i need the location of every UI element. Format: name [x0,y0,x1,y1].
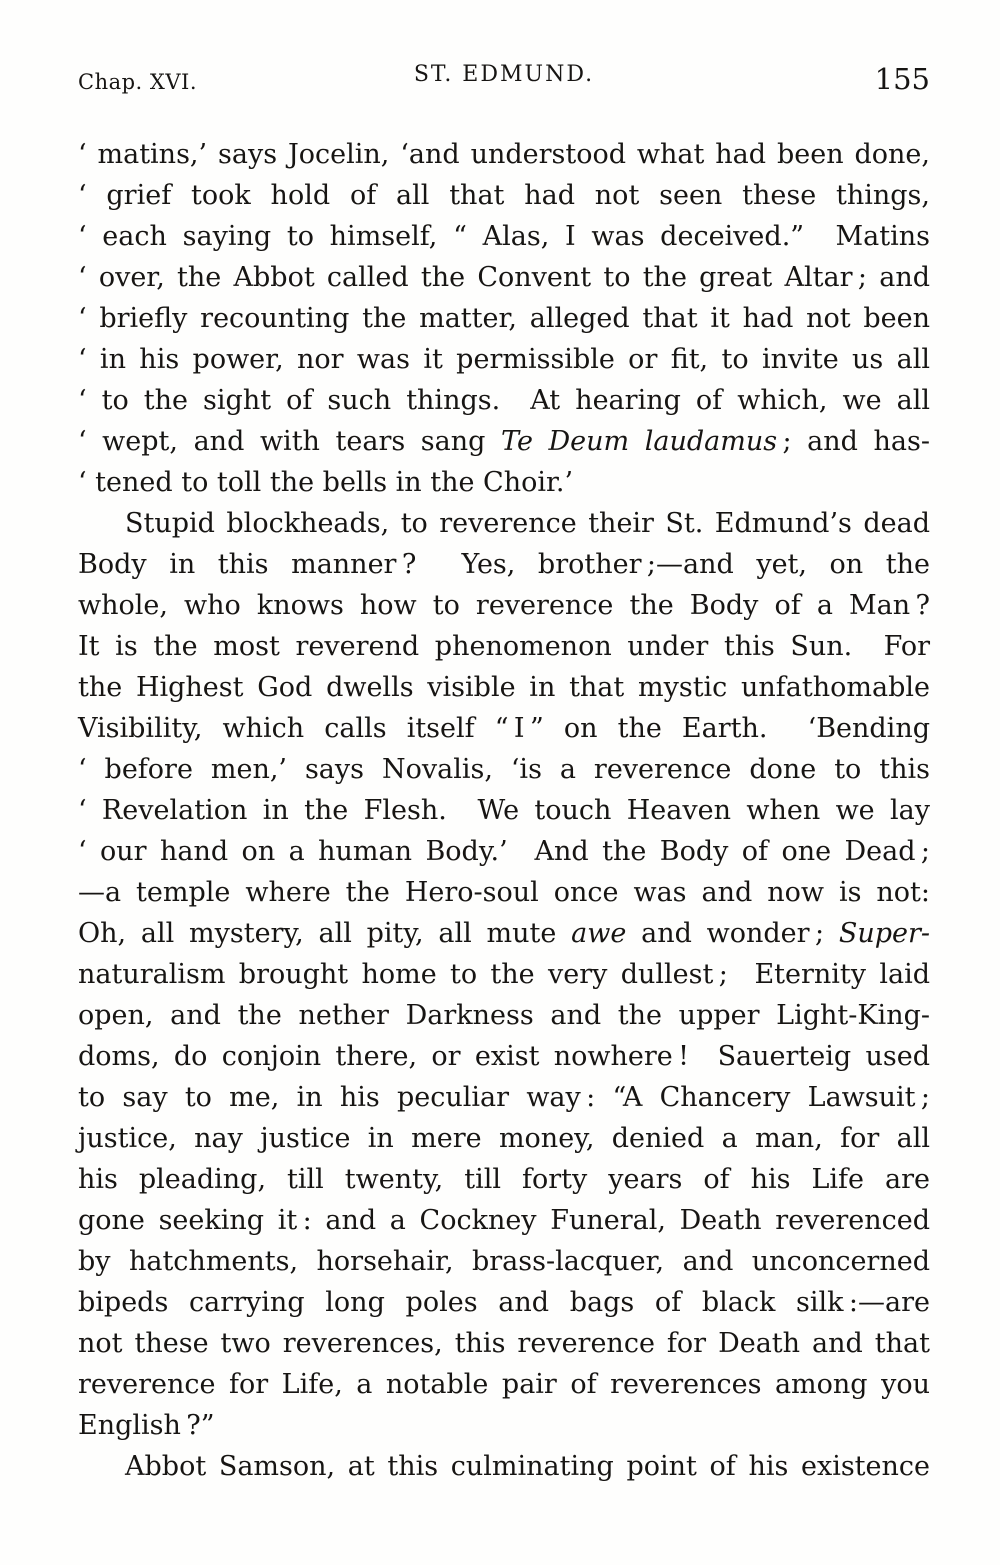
text-line [78,1036,930,1077]
body-text-segment: ‘ our hand on a human Body.’ And the Body of one Dead ; [78,836,930,867]
body-text-segment: doms, do conjoin there, or exist nowhere ! Sauerteig used [78,1041,930,1072]
text-line [78,257,930,298]
body-text-segment: Abbot Samson, at this culminating point of his existence [125,1451,930,1482]
text-line [78,1241,930,1282]
text-line [78,1118,930,1159]
body-text-segment: ‘ briefly recounting the matter, alleged that it had not been [78,303,930,334]
body-text-segment: —a temple where the Hero-soul once was and now is not: [78,877,930,908]
page-body [78,134,930,1487]
italic-text: Super- [838,918,931,949]
chapter-label: Chap. XVI. [78,70,197,94]
text-line [78,1364,930,1405]
body-text-segment: It is the most reverend phenomenon under this Sun. For [78,631,930,662]
text-line [78,1405,930,1446]
body-text-segment: ‘ Revelation in the Flesh. We touch Heaven when we lay [78,795,930,826]
body-text-segment: ‘ wept, and with tears sang [78,426,502,457]
text-line [78,216,930,257]
text-line [78,667,930,708]
text-line [78,708,930,749]
text-line [78,1200,930,1241]
body-text-segment: ‘ tened to toll the bells in the Choir.’ [78,467,574,498]
text-line [78,462,930,503]
italic-text: awe [571,918,627,949]
text-line [78,790,930,831]
body-text-segment: reverence for Life, a notable pair of reverences among you [78,1369,930,1400]
text-line [78,1159,930,1200]
text-line [78,298,930,339]
body-text-segment: gone seeking it : and a Cockney Funeral, Death reverenced [78,1205,930,1236]
text-line [78,626,930,667]
body-text-segment: and wonder ; [626,918,839,949]
text-line [78,872,930,913]
body-text-segment: the Highest God dwells visible in that mystic unfathomable [78,672,930,703]
body-text-segment: open, and the nether Darkness and the upper Light-King- [78,1000,930,1031]
body-text-segment: bipeds carrying long poles and bags of black silk :—are [78,1287,930,1318]
body-text-segment: ‘ before men,’ says Novalis, ‘is a reverence done to this [78,754,930,785]
body-text-segment: naturalism brought home to the very dullest ; Eternity laid [78,959,930,990]
text-line [78,954,930,995]
text-line [78,1446,930,1487]
body-text-segment: by hatchments, horsehair, brass-lacquer, and unconcerned [78,1246,930,1277]
body-text-segment: not these two reverences, this reverence for Death and that [78,1328,930,1359]
body-text-segment: whole, who knows how to reverence the Body of a Man ? [78,590,930,621]
body-text-segment: justice, nay justice in mere money, denied a man, for all [78,1123,930,1154]
body-text-segment: ‘ grief took hold of all that had not seen these things, [78,180,930,211]
body-text-segment: ‘ in his power, nor was it permissible or fit, to invite us all [78,344,930,375]
italic-text: Te Deum laudamus [501,426,778,457]
body-text-segment: his pleading, till twenty, till forty years of his Life are [78,1164,930,1195]
text-line [78,544,930,585]
text-line [78,913,930,954]
text-line [78,421,930,462]
body-text-segment: Body in this manner ? Yes, brother ;—and yet, on the [78,549,930,580]
text-line [78,134,930,175]
text-line [78,1282,930,1323]
text-line [78,995,930,1036]
body-text-segment: Stupid blockheads, to reverence their St. Edmund’s dead [125,508,930,539]
body-text-segment: ‘ over, the Abbot called the Convent to the great Altar ; and [78,262,930,293]
text-line [78,503,930,544]
text-line [78,749,930,790]
text-line [78,1077,930,1118]
text-line [78,175,930,216]
body-text-segment: to say to me, in his peculiar way : “A Chancery Lawsuit ; [78,1082,930,1113]
body-text-segment: Visibility, which calls itself “ I ” on the Earth. ‘Bending [78,713,930,744]
body-text-segment: ‘ to the sight of such things. At hearing of which, we all [78,385,930,416]
text-line [78,831,930,872]
page-title: ST. EDMUND. [413,62,595,87]
text-line [78,339,930,380]
text-line [78,585,930,626]
text-line [78,380,930,421]
body-text-segment: Oh, all mystery, all pity, all mute [78,918,572,949]
running-header [78,62,930,106]
body-text-segment: ‘ matins,’ says Jocelin, ‘and understood what had been done, [78,139,930,170]
body-text-segment: ; and has- [777,426,931,457]
text-line [78,1323,930,1364]
body-text-segment: English ?” [78,1410,215,1441]
page-number: 155 [874,62,930,96]
body-text-segment: ‘ each saying to himself, “ Alas, I was deceived.” Matins [78,221,930,252]
